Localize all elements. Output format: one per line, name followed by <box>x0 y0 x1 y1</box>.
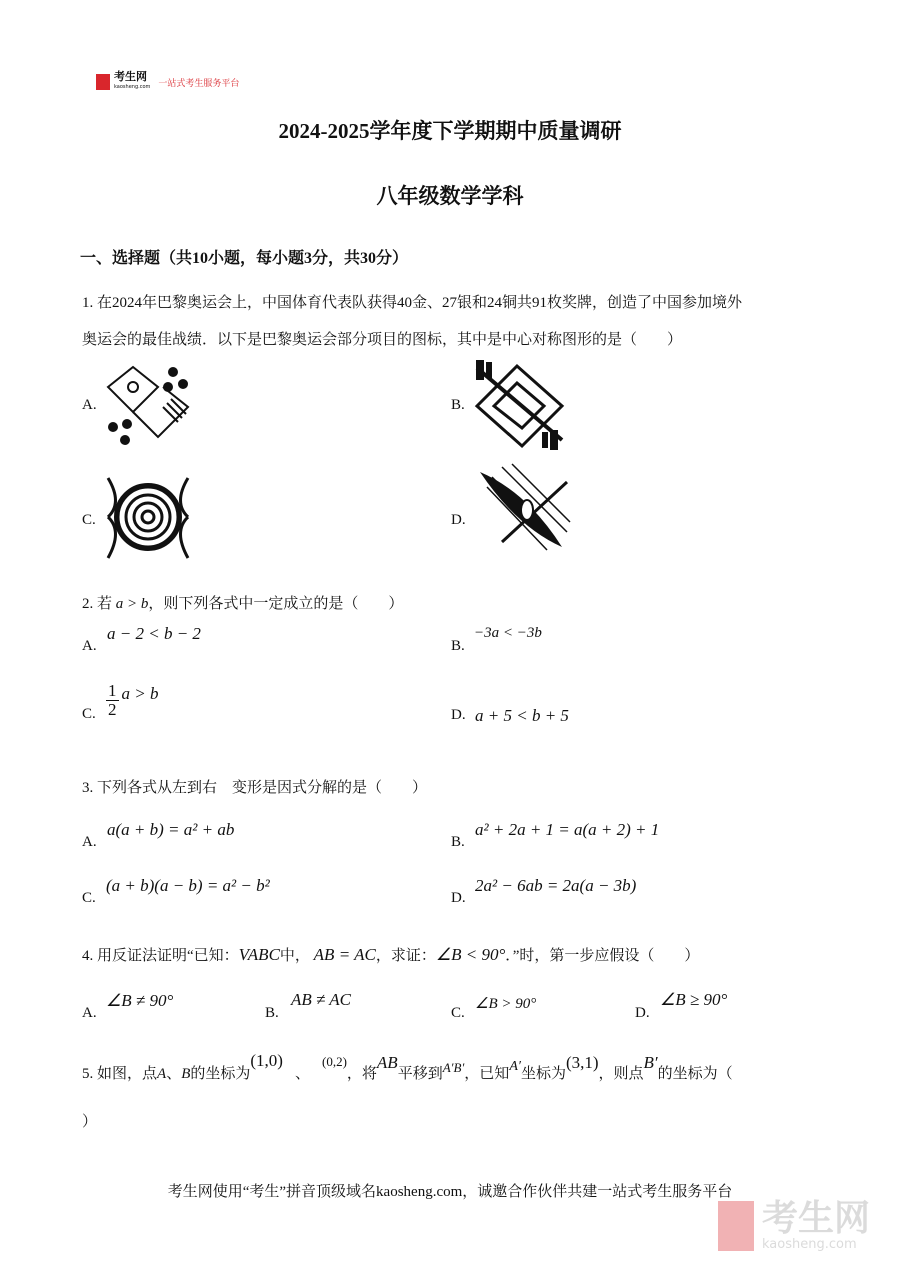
q5-stem <box>82 1051 733 1083</box>
q3-option-c-label: C. <box>82 890 96 906</box>
q5-text: 5. 如图，点 <box>82 1066 158 1082</box>
q4-triangle: VABC <box>238 945 280 964</box>
q5-text: 坐标为 <box>520 1066 566 1082</box>
q3-option-d: 2a² − 6ab = 2a(a − 3b) <box>475 876 637 895</box>
section-heading: 一、选择题（共10小题，每小题3分，共30分） <box>80 250 409 267</box>
q4-option-d-label: D. <box>635 1005 650 1021</box>
q5-coord-b: (0,2) <box>321 1054 347 1069</box>
watermark-logo <box>718 1200 870 1252</box>
q4-given: AB = AC <box>313 945 376 964</box>
q4-text: ．”时，第一步应假设（ ） <box>505 948 700 964</box>
q5-coord-a-prime: (3,1) <box>565 1053 599 1072</box>
q2-condition: a > b <box>115 596 149 612</box>
logo-name: 考生网 <box>114 70 147 83</box>
q4-option-b-label: B. <box>265 1005 279 1021</box>
q1-stem-line1: 1. 在2024年巴黎奥运会上，中国体育代表队获得40金、27银和24铜共91枚奖牌，创造了中国参加境外 <box>82 295 743 311</box>
q5-text: ，已知 <box>464 1066 510 1082</box>
fraction-numerator: 1 <box>108 681 117 700</box>
q5-segment-image: A′B′ <box>442 1060 465 1075</box>
q4-claim: ∠B < 90° <box>435 945 506 964</box>
q1-option-a-label: A. <box>82 397 97 413</box>
header-logo <box>96 72 239 92</box>
q4-option-a: ∠B ≠ 90° <box>106 991 174 1010</box>
q2-option-d: a + 5 < b + 5 <box>475 706 569 725</box>
logo-slogan: 一站式考生服务平台 <box>158 78 240 89</box>
page-subtitle: 八年级数学学科 <box>376 184 524 208</box>
q2-option-c-label: C. <box>82 706 96 722</box>
q5-close-paren: ） <box>82 1114 98 1130</box>
q1-option-c-label: C. <box>82 512 96 528</box>
fraction-denominator: 2 <box>108 700 117 719</box>
q4-text: 中， <box>279 948 310 964</box>
q4-option-c-label: C. <box>451 1005 465 1021</box>
logo-mark-icon <box>96 74 110 90</box>
q4-text: ，求证： <box>375 948 436 964</box>
q5-point-a: A <box>157 1066 167 1082</box>
weightlifting-icon <box>472 358 567 450</box>
q3-option-b-label: B. <box>451 834 465 850</box>
watermark-name: 考生网 <box>762 1198 871 1239</box>
q2-option-d-label: D. <box>451 707 466 723</box>
q5-text: 、 <box>294 1066 310 1082</box>
q3-option-a: a(a + b) = a² + ab <box>107 820 235 839</box>
archery-target-icon <box>103 473 193 561</box>
q5-segment: AB <box>376 1053 398 1072</box>
q5-text: 平移到 <box>397 1066 443 1082</box>
q3-stem: 3. 下列各式从左到右 变形是因式分解的是（ ） <box>82 780 428 796</box>
canoe-icon <box>472 462 572 557</box>
q5-point-a-prime: A′ <box>509 1059 521 1074</box>
q2-option-a-label: A. <box>82 638 97 654</box>
q5-text: ，将 <box>346 1066 377 1082</box>
q4-option-a-label: A. <box>82 1005 97 1021</box>
q4-option-b: AB ≠ AC <box>291 990 352 1009</box>
q3-option-d-label: D. <box>451 890 466 906</box>
q4-stem <box>82 944 699 965</box>
q4-option-d: ∠B ≥ 90° <box>660 990 728 1009</box>
logo-domain: kaosheng.com <box>114 84 151 90</box>
q2-stem-post: ，则下列各式中一定成立的是（ ） <box>148 596 404 612</box>
q5-point-b: B <box>181 1066 191 1082</box>
q3-option-b: a² + 2a + 1 = a(a + 2) + 1 <box>475 820 660 839</box>
q2-option-a: a − 2 < b − 2 <box>107 624 201 643</box>
page-footer: 考生网使用“考生”拼音顶级域名kaosheng.com，诚邀合作伙伴共建一站式考生服务平台 <box>167 1184 733 1200</box>
q2-option-c-rest: a > b <box>121 683 159 703</box>
q2-option-c <box>106 682 158 719</box>
q4-text: 4. 用反证法证明“已知： <box>82 948 239 964</box>
q5-text: 的坐标为（ <box>657 1066 733 1082</box>
q5-text: 的坐标为 <box>190 1066 251 1082</box>
q2-option-b: −3a < −3b <box>474 625 542 641</box>
q1-option-d-label: D. <box>451 512 466 528</box>
q5-text: 、 <box>166 1066 182 1082</box>
watermark-mark-icon <box>718 1201 754 1251</box>
q1-stem-line2: 奥运会的最佳战绩．以下是巴黎奥运会部分项目的图标，其中是中心对称图形的是（ ） <box>82 332 683 348</box>
q1-option-b-label: B. <box>451 397 465 413</box>
q5-coord-a: (1,0) <box>250 1051 283 1070</box>
q2-stem-pre: 2. 若 <box>82 596 113 612</box>
q5-point-b-prime: B′ <box>643 1053 658 1072</box>
q2-option-b-label: B. <box>451 638 465 654</box>
q5-text: ，则点 <box>598 1066 644 1082</box>
q4-option-c: ∠B > 90° <box>475 996 537 1012</box>
page-title: 2024-2025学年度下学期期中质量调研 <box>278 119 622 143</box>
q3-option-a-label: A. <box>82 834 97 850</box>
watermark-domain: kaosheng.com <box>762 1237 857 1252</box>
q3-option-c: (a + b)(a − b) = a² − b² <box>106 876 270 895</box>
football-pitch-icon <box>103 362 193 447</box>
